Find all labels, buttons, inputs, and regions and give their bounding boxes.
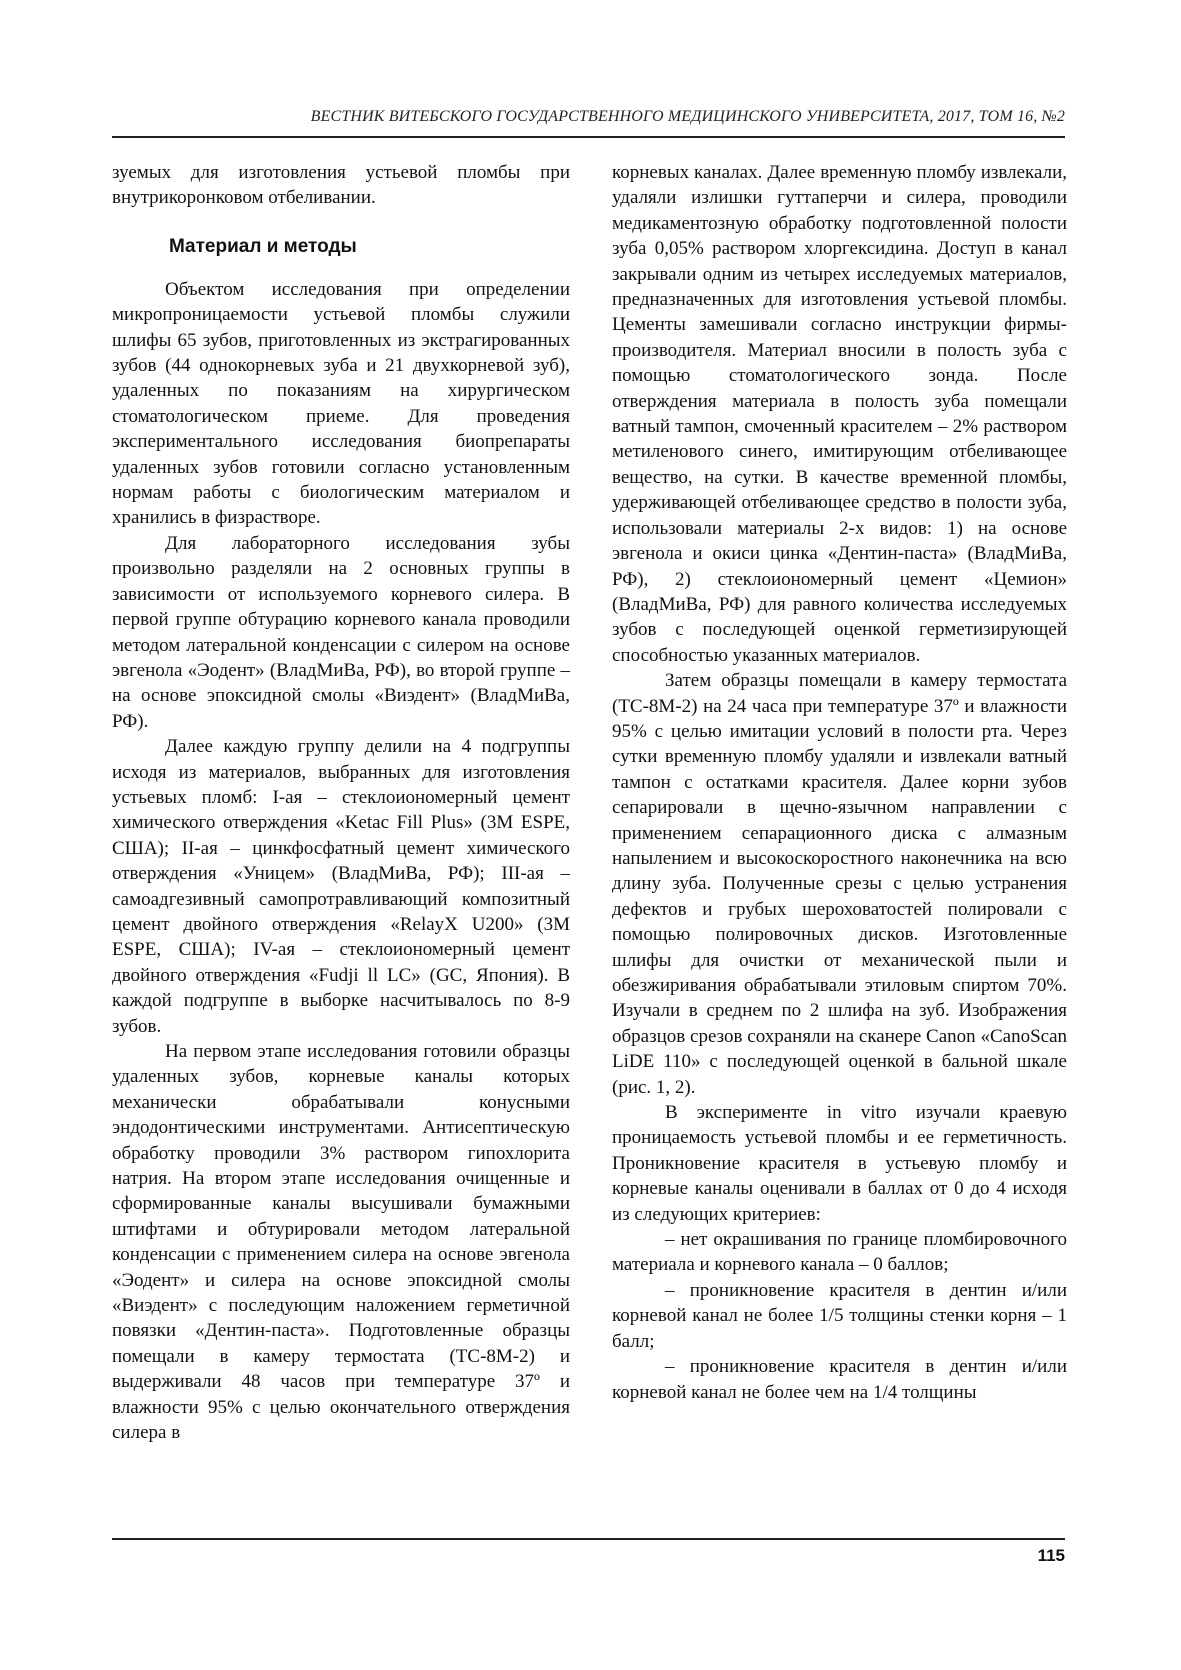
intro-paragraph-tail: зуемых для изготовления устьевой пломбы при внутрикоронковом отбеливании. (112, 162, 570, 209)
criteria-item: – нет окрашивания по границе пломбировочного материала и корневого канала – 0 баллов; (612, 1229, 1067, 1276)
body-paragraph: На первом этапе исследования готовили образцы удаленных зубов, корневые каналы которых механически обрабатывали конусными эндодонтическими инструментами. Антисептическую обработку проводили 3% раствором гипохлорита натрия. На втором этапе исследования очищенные и сформированные каналы высушивали бумажными штифтами и обтурировали методом латеральной конденсации с применением силера на основе эвгенола «Эодент» и силера на основе эпоксидной смолы «Виэдент» с последующим наложением герметичной повязки «Дентин-паста». Подготовленные образцы помещали в камеру термостата (ТС-8М-2) и выдерживали 48 часов при температуре 37º и влажности 95% с целью окончательного отверждения силера в (112, 1041, 570, 1444)
footer-rule (112, 1538, 1065, 1540)
criteria-item: – проникновение красителя в дентин и/или корневой канал не более чем на 1/4 толщины (612, 1356, 1067, 1403)
body-paragraph: Затем образцы помещали в камеру термостата (ТС-8М-2) на 24 часа при температуре 37º и влажности 95% с целью имитации условий в полости рта. Через сутки временную пломбу удаляли и извлекали ватный тампон с остатками красителя. Далее корни зубов сепарировали в щечно-язычном направлении с применением сепарационного диска с алмазным напылением и высокоскоростного наконечника на всю длину зуба. Полученные срезы с целью устранения дефектов и грубых шероховатостей полировали с помощью полировочных дисков. Изготовленные шлифы для очистки от механической пыли и обезжиривания обрабатывали этиловым спиртом 70%. Изучали в среднем по 2 шлифа на зуб. Изображения образцов срезов сохраняли на сканере Canon «CanoScan LiDE 110» с последующей оценкой в бальной шкале (рис. 1, 2). (612, 670, 1067, 1098)
body-paragraph: корневых каналах. Далее временную пломбу извлекали, удаляли излишки гуттаперчи и силера, проводили медикаментозную обработку подготовленной полости зуба 0,05% раствором хлоргексидина. Доступ в канал закрывали одним из четырех исследуемых материалов, предназначенных для изготовления устьевой пломбы. Цементы замешивали согласно инструкции фирмы-производителя. Материал вносили в полость зуба с помощью стоматологического зонда. После отверждения материала в полость зуба помещали ватный тампон, смоченный красителем – 2% раствором метиленового синего, имитирующим отбеливающее вещество, на сутки. В качестве временной пломбы, удерживающей отбеливающее средство в полости зуба, использовали материалы 2-х видов: 1) на основе эвгенола и окиси цинка «Дентин-паста» (ВладМиВа, РФ), 2) стеклоиономерный цемент «Цемион» (ВладМиВа, РФ) для равного количества исследуемых зубов с последующей оценкой герметизирующей способностью указанных материалов. (612, 162, 1067, 666)
left-column (112, 160, 570, 1446)
running-header: ВЕСТНИК ВИТЕБСКОГО ГОСУДАРСТВЕННОГО МЕДИЦИНСКОГО УНИВЕРСИТЕТА, 2017, ТОМ 16, №2 (112, 102, 1065, 138)
body-paragraph: В эксперименте in vitro изучали краевую проницаемость устьевой пломбы и ее герметичность. Проникновение красителя в устьевую пломбу и корневые каналы оценивали в баллах от 0 до 4 исходя из следующих критериев: (612, 1102, 1067, 1225)
body-paragraph: Объектом исследования при определении микропроницаемости устьевой пломбы служили шлифы 65 зубов, приготовленных из экстрагированных зубов (44 однокорневых зуба и 21 двухкорневой зуб), удаленных по показаниям на хирургическом стоматологическом приеме. Для проведения экспериментального исследования биопрепараты удаленных зубов готовили согласно установленным нормам работы с биологическим материалом и хранились в физрастворе. (112, 278, 570, 529)
page-number: 115 (1037, 1546, 1065, 1565)
criteria-item: – проникновение красителя в дентин и/или корневой канал не более 1/5 толщины стенки корня – 1 балл; (612, 1279, 1067, 1352)
body-paragraph: Для лабораторного исследования зубы произвольно разделяли на 2 основных группы в зависимости от используемого корневого силера. В первой группе обтурацию корневого канала проводили методом латеральной конденсации с силером на основе эвгенола «Эодент» (ВладМиВа, РФ), во второй группе – на основе эпоксидной смолы «Виэдент» (ВладМиВа, РФ). (112, 532, 570, 732)
section-title: Материал и методы (169, 235, 357, 257)
body-paragraph: Далее каждую группу делили на 4 подгруппы исходя из материалов, выбранных для изготовления устьевых пломб: I-ая – стеклоиономерный цемент химического отверждения «Ketac Fill Plus» (3M ESPE, США); II-ая – цинкфосфатный цемент химического отверждения «Уницем» (ВладМиВа, РФ); III-ая – самоадгезивный самопротравливающий композитный цемент двойного отверждения «RelayX U200» (3M ESPE, США); IV-ая – стеклоиономерный цемент двойного отверждения «Fudji ll LC» (GC, Япония). В каждой подгруппе в выборке насчитывалось по 8-9 зубов. (112, 736, 570, 1037)
right-column (612, 160, 1067, 1405)
